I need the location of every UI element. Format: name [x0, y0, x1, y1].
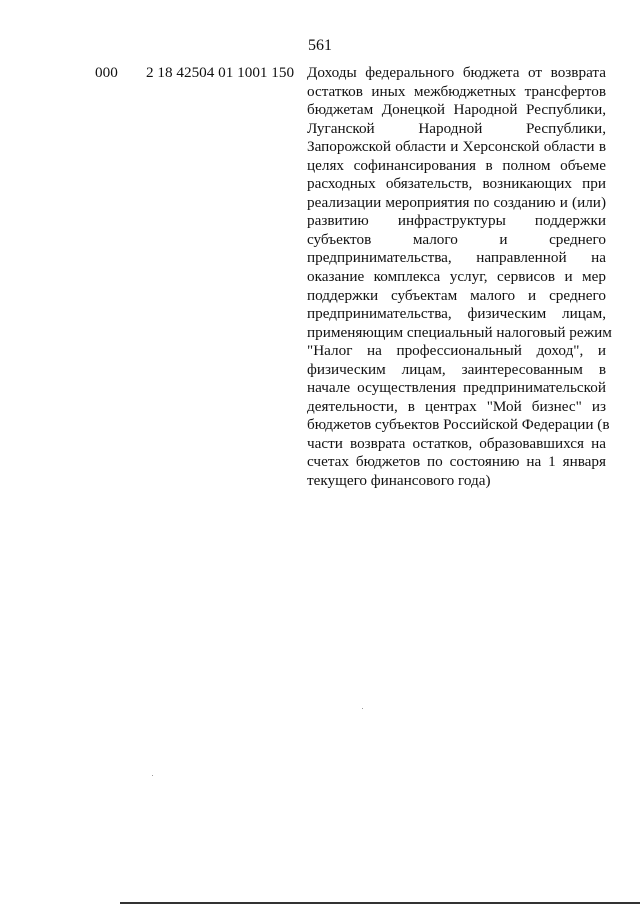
budget-classification-code: 2 18 42504 01 1001 150	[146, 64, 295, 81]
description-line: Запорожской области и Херсонской области в	[307, 138, 606, 156]
description-line: бюджетам Донецкой Народной Республики,	[307, 101, 606, 119]
description-line: "Налог на профессиональный доход", и	[307, 342, 606, 360]
page-number: 561	[308, 37, 332, 54]
description-line: поддержки субъектам малого и среднего	[307, 286, 606, 304]
scan-speck	[152, 775, 153, 776]
description-line: субъектов малого и среднего	[307, 230, 606, 248]
income-description	[307, 64, 612, 491]
description-line: Луганской Народной Республики,	[307, 119, 606, 137]
description-line: оказание комплекса услуг, сервисов и мер	[307, 268, 606, 286]
description-line: деятельности, в центрах "Мой бизнес" из	[307, 397, 606, 415]
description-line: предпринимательства, направленной на	[307, 249, 606, 267]
description-line: части возврата остатков, образовавшихся на	[307, 434, 606, 452]
description-line: начале осуществления предпринимательской	[307, 379, 606, 397]
description-line: текущего финансового года)	[307, 472, 491, 490]
description-line: остатков иных межбюджетных трансфертов	[307, 82, 606, 100]
description-line: Доходы федерального бюджета от возврата	[307, 64, 606, 81]
description-line: физическим лицам, заинтересованным в	[307, 360, 606, 378]
description-line: развитию инфраструктуры поддержки	[307, 212, 606, 230]
description-line: целях софинансирования в полном объеме	[307, 156, 606, 174]
scan-speck	[362, 708, 363, 709]
description-line: расходных обязательств, возникающих при	[307, 175, 606, 193]
description-line: предпринимательства, физическим лицам,	[307, 305, 606, 323]
scan-bottom-edge	[120, 902, 640, 904]
description-line: применяющим специальный налоговый режим	[307, 323, 612, 341]
description-line: реализации мероприятия по созданию и (или)	[307, 193, 606, 211]
description-line: бюджетов субъектов Российской Федерации (в	[307, 416, 610, 434]
administrator-code: 000	[95, 64, 118, 81]
description-line: счетах бюджетов по состоянию на 1 января	[307, 453, 606, 471]
